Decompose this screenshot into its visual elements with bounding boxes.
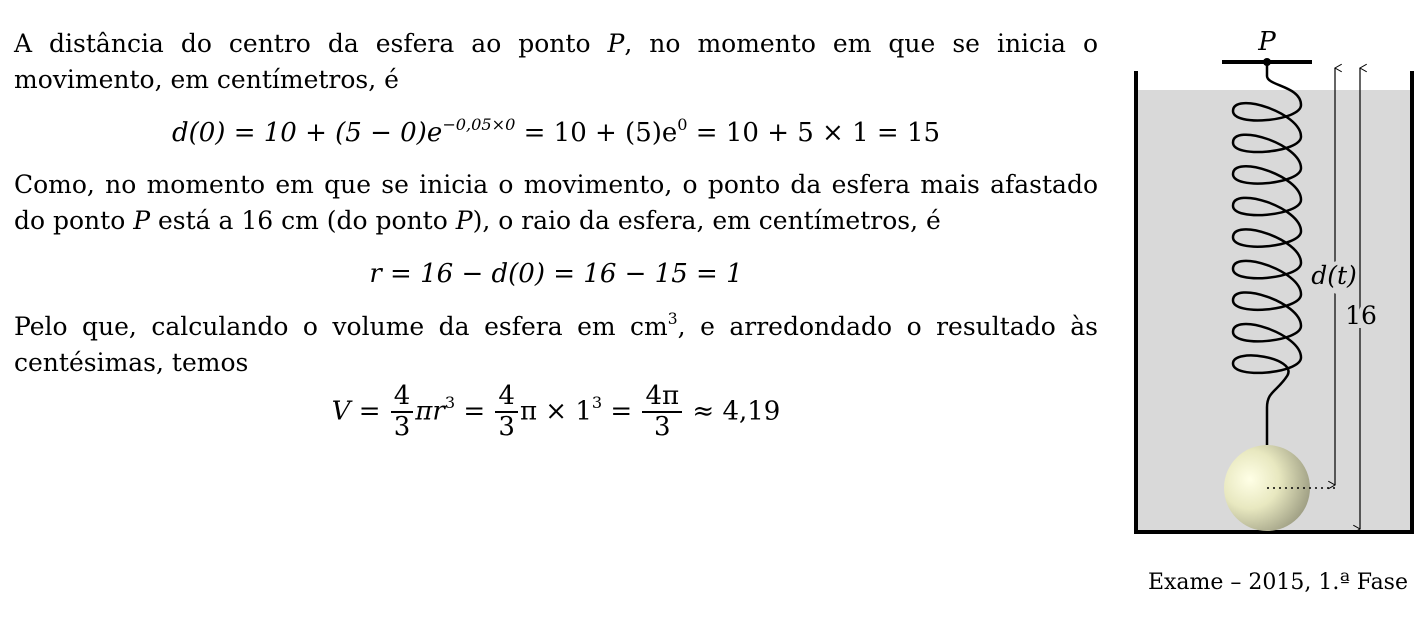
equation-d0-exponent-2: 0 bbox=[677, 114, 688, 134]
paragraph-2 bbox=[14, 167, 1098, 239]
equation-volume-exponent: 3 bbox=[444, 393, 456, 413]
paragraph-1 bbox=[14, 26, 1098, 98]
fraction-numerator: 4π bbox=[642, 383, 682, 413]
paragraph-1-text-b: , no momento em que se inicia o movimento, em centímetros, é bbox=[14, 29, 1098, 94]
fraction-4-over-3 bbox=[495, 383, 518, 442]
paragraph-2-text-b: está a 16 cm (do ponto bbox=[150, 206, 456, 235]
paragraph-3 bbox=[14, 309, 1098, 381]
equation-volume-pi-r: πr bbox=[415, 396, 445, 427]
equation-volume-equals: = bbox=[602, 396, 641, 427]
equation-d0-rhs: = 10 + 5 × 1 = 15 bbox=[687, 118, 941, 148]
equation-volume bbox=[14, 383, 1098, 442]
equation-volume-equals: = bbox=[455, 396, 494, 427]
paragraph-2-text-c: ), o raio da esfera, em centímetros, é bbox=[472, 206, 941, 235]
cm-cubed-exponent: 3 bbox=[667, 310, 678, 329]
source-caption: Exame – 2015, 1.ª Fase bbox=[1147, 570, 1408, 595]
equation-d0-lhs: d(0) = 10 + (5 − 0)e bbox=[171, 118, 443, 148]
fraction-4pi-over-3 bbox=[642, 383, 682, 442]
equation-d0-exponent-1: −0,05×0 bbox=[442, 114, 516, 134]
equation-volume-v: V = bbox=[331, 396, 389, 427]
paragraph-1-text-a: A distância do centro da esfera ao ponto bbox=[14, 29, 608, 58]
point-p-symbol: P bbox=[607, 29, 625, 58]
label-p: P bbox=[1258, 28, 1276, 57]
equation-volume-pi-times: π × 1 bbox=[519, 396, 592, 427]
equation-radius bbox=[14, 256, 1098, 292]
fraction-numerator: 4 bbox=[391, 383, 414, 413]
point-p-symbol: P bbox=[133, 206, 151, 235]
equation-volume-exponent: 3 bbox=[591, 393, 603, 413]
fraction-denominator: 3 bbox=[654, 412, 671, 443]
fraction-numerator: 4 bbox=[495, 383, 518, 413]
paragraph-2-text-a: Como, no momento em que se inicia o movimento, o ponto da esfera mais afastado do ponto bbox=[14, 170, 1098, 235]
label-dt: d(t) bbox=[1311, 261, 1357, 290]
spring-sphere-figure bbox=[1120, 28, 1420, 548]
fraction-denominator: 3 bbox=[498, 412, 515, 443]
equation-d0 bbox=[14, 115, 1098, 151]
solution-text bbox=[14, 26, 1098, 442]
paragraph-3-text-a: Pelo que, calculando o volume da esfera em cm bbox=[14, 312, 668, 341]
equation-d0-mid: = 10 + (5)e bbox=[515, 118, 678, 148]
fraction-4-over-3 bbox=[391, 383, 414, 442]
equation-radius-text: r = 16 − d(0) = 16 − 15 = 1 bbox=[369, 259, 743, 289]
point-p-symbol: P bbox=[455, 206, 473, 235]
paragraph-3-text-b: , e arredondado o resultado às centésimas, temos bbox=[14, 312, 1098, 377]
fraction-denominator: 3 bbox=[393, 412, 411, 443]
label-16: 16 bbox=[1345, 301, 1377, 330]
equation-volume-result: ≈ 4,19 bbox=[684, 396, 781, 427]
